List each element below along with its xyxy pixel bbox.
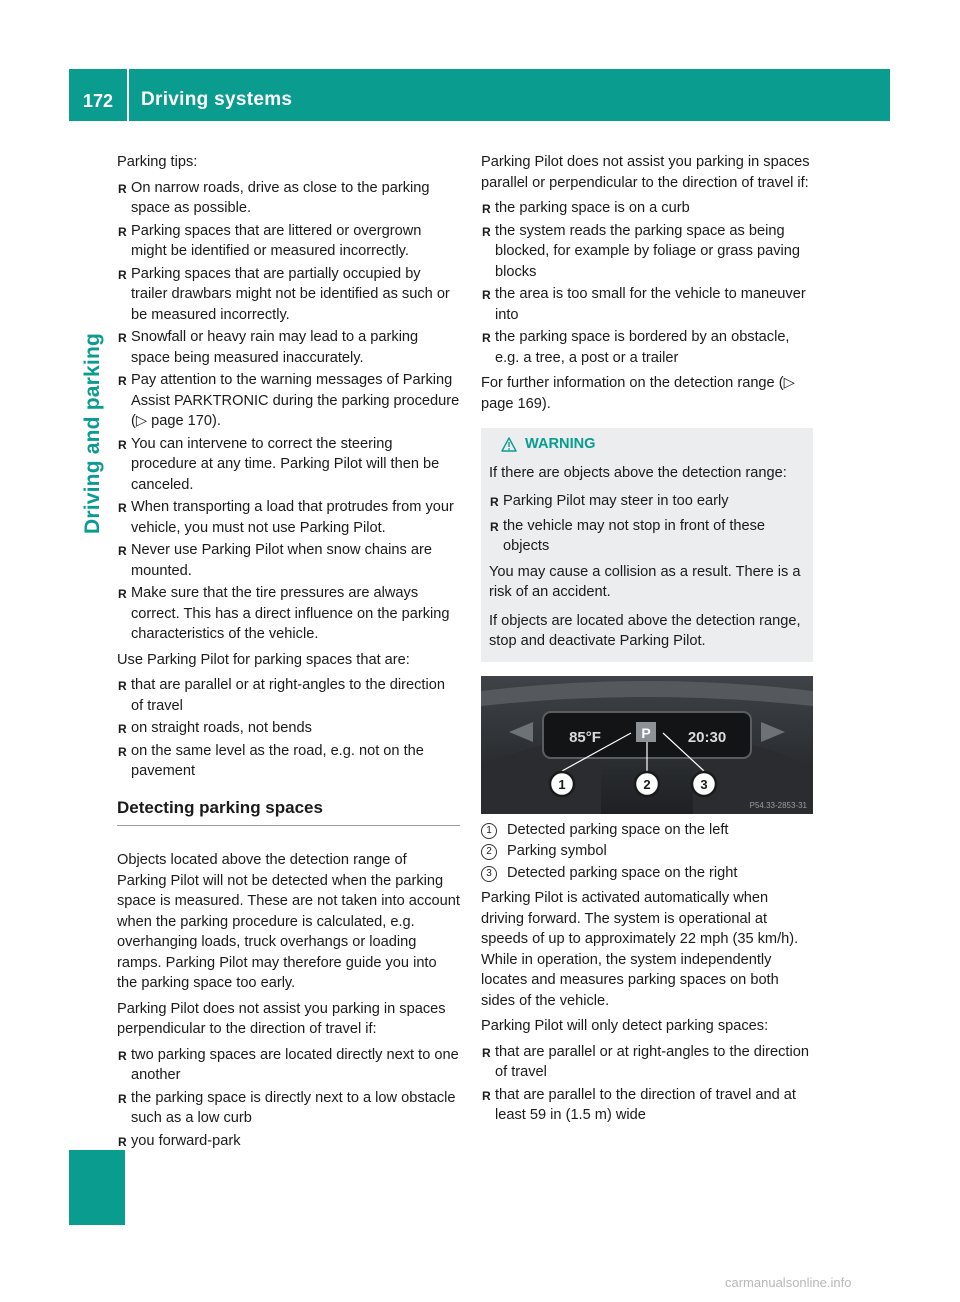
list-item: R Pay attention to the warning messages of Parking Assist PARKTRONIC during the parking procedure (▷ page 170). <box>117 370 460 432</box>
legend-number: 3 <box>481 866 497 882</box>
legend-number: 2 <box>481 844 497 860</box>
perpendicular-intro: Parking Pilot does not assist you parking in spaces perpendicular to the direction of travel if: <box>117 1000 446 1037</box>
warning-triangle-icon <box>501 437 517 452</box>
warning-intro: If there are objects above the detection range: <box>489 464 787 481</box>
list-item: R Parking Pilot may steer in too early <box>489 491 805 512</box>
list-item: R the area is too small for the vehicle to maneuver into <box>481 284 813 325</box>
perpendicular-list <box>117 1045 460 1152</box>
callout-3-label: 3 <box>700 776 708 792</box>
callout-1-label: 1 <box>558 776 566 792</box>
page-number: 172 <box>69 69 129 121</box>
warning-list <box>489 491 805 557</box>
list-item: R the parking space is directly next to a low obstacle such as a low curb <box>117 1088 460 1129</box>
time-readout: 20:30 <box>687 728 727 746</box>
legend-text: Detected parking space on the right <box>507 864 738 881</box>
figure-legend <box>481 820 813 884</box>
list-item: R the system reads the parking space as being blocked, for example by foliage or grass paving blocks <box>481 221 813 283</box>
callout-2-label: 2 <box>643 776 651 792</box>
right-column <box>481 152 813 1131</box>
list-item: R the parking space is bordered by an obstacle, e.g. a tree, a post or a trailer <box>481 327 813 368</box>
legend-number: 1 <box>481 823 497 839</box>
list-item: R You can intervene to correct the steering procedure at any time. Parking Pilot will then be canceled. <box>117 434 460 496</box>
list-item: R that are parallel to the direction of travel and at least 59 in (1.5 m) wide <box>481 1085 813 1126</box>
section-title: Detecting parking spaces <box>117 798 460 827</box>
list-item: R on straight roads, not bends <box>117 718 460 739</box>
warning-header <box>489 434 805 455</box>
list-item: R the parking space is on a curb <box>481 198 813 219</box>
list-item: R Make sure that the tire pressures are always correct. This has a direct influence on the parking characteristics of the vehicle. <box>117 583 460 645</box>
list-item: R Parking spaces that are littered or overgrown might be identified or measured incorrectly. <box>117 221 460 262</box>
page-header <box>69 69 890 121</box>
parking-tips-list <box>117 178 460 645</box>
legend-text: Parking symbol <box>507 843 607 859</box>
list-item: R two parking spaces are located directly next to one another <box>117 1045 460 1086</box>
list-item: R When transporting a load that protrudes from your vehicle, you must not use Parking Pilot. <box>117 497 460 538</box>
list-item: R you forward-park <box>117 1131 460 1152</box>
side-section-label: Driving and parking <box>81 333 104 534</box>
legend-text: Detected parking space on the left <box>507 821 729 838</box>
figure-code: P54.33-2853-31 <box>749 800 807 810</box>
side-tab-marker <box>69 1150 125 1225</box>
legend-item <box>481 820 813 841</box>
activation-paragraph: Parking Pilot is activated automatically when driving forward. The system is operational at speeds of up to approximately 22 mph (35 km/h). While in operation, the system independently locates and measures parking spaces on both sides of the vehicle. <box>481 890 799 1009</box>
parallel-list <box>481 198 813 368</box>
list-item: R that are parallel or at right-angles to the direction of travel <box>481 1042 813 1083</box>
list-item: R the vehicle may not stop in front of these objects <box>489 516 805 557</box>
detect-paragraph: Objects located above the detection range of Parking Pilot will not be detected when the parking space is measured. These are not taken into account when the parking procedure is calculated, e.g. overhanging loads, truck overhangs or loading ramps. Parking Pilot may therefore guide you into the parking space too early. <box>117 852 460 991</box>
legend-item <box>481 863 813 884</box>
detect-only-intro: Parking Pilot will only detect parking spaces: <box>481 1018 769 1034</box>
chapter-title: Driving systems <box>141 89 293 110</box>
parking-tips-intro: Parking tips: <box>117 154 198 170</box>
cluster-illustration <box>481 676 813 814</box>
list-item: R Never use Parking Pilot when snow chains are mounted. <box>117 540 460 581</box>
list-item: R Parking spaces that are partially occupied by trailer drawbars might not be identified as such or be measured incorrectly. <box>117 264 460 326</box>
detect-only-list <box>481 1042 813 1126</box>
warning-box <box>481 428 813 662</box>
list-item: R On narrow roads, drive as close to the parking space as possible. <box>117 178 460 219</box>
further-info: For further information on the detection range (▷ page 169). <box>481 375 795 412</box>
temperature-readout: 85°F <box>569 728 601 746</box>
parking-symbol: P <box>641 724 651 741</box>
use-intro: Use Parking Pilot for parking spaces that are: <box>117 651 410 668</box>
left-column <box>117 152 460 1156</box>
use-list <box>117 675 460 782</box>
warning-title: WARNING <box>525 436 596 452</box>
warning-advice: If objects are located above the detection range, stop and deactivate Parking Pilot. <box>489 612 801 649</box>
footer-watermark: carmanualsonline.info <box>725 1275 852 1290</box>
legend-item <box>481 841 813 862</box>
warning-result: You may cause a collision as a result. There is a risk of an accident. <box>489 563 801 600</box>
parallel-intro: Parking Pilot does not assist you parking in spaces parallel or perpendicular to the direction of travel if: <box>481 154 810 191</box>
list-item: R on the same level as the road, e.g. not on the pavement <box>117 741 460 782</box>
instrument-cluster-figure <box>481 676 813 814</box>
list-item: R Snowfall or heavy rain may lead to a parking space being measured inaccurately. <box>117 327 460 368</box>
list-item: R that are parallel or at right-angles to the direction of travel <box>117 675 460 716</box>
